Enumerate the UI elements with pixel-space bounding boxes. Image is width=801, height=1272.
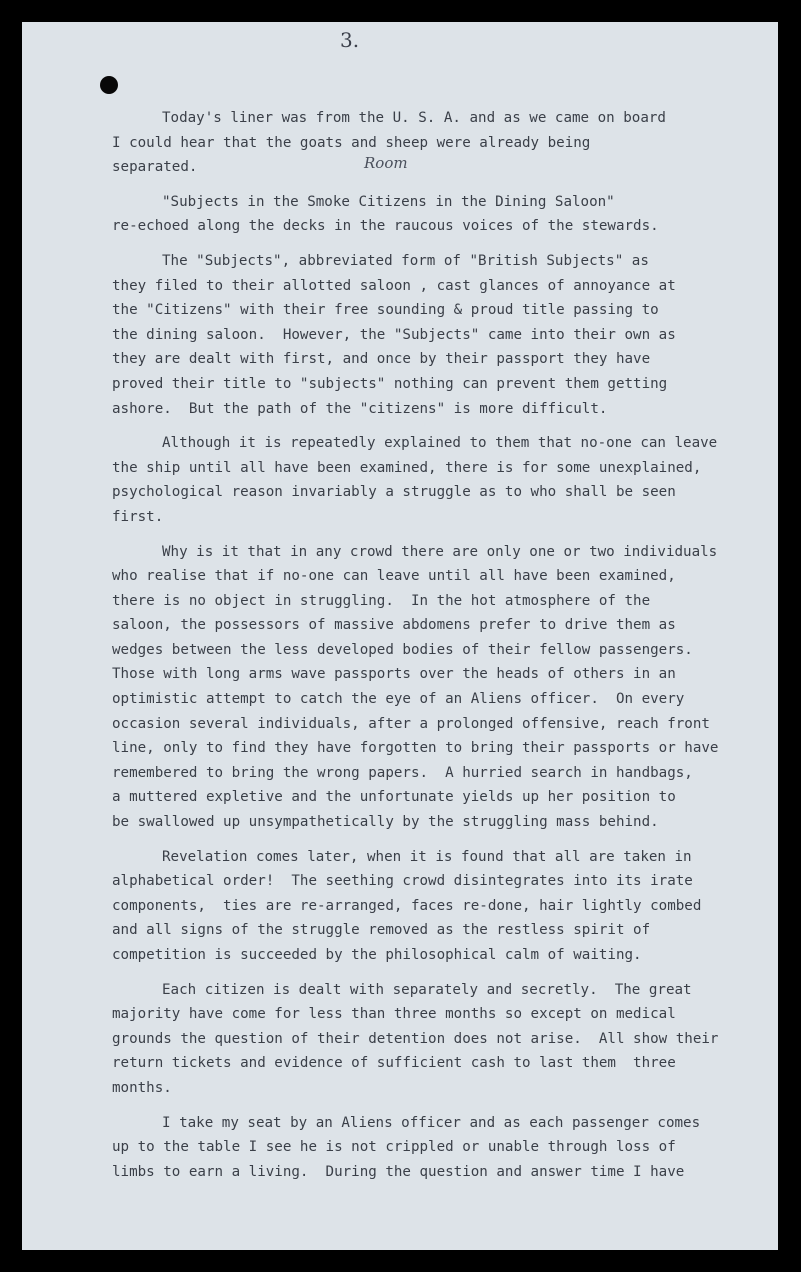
paragraph — [112, 431, 776, 529]
handwritten-annotation: Room — [364, 154, 408, 172]
text-line: be swallowed up unsympathetically by the struggling mass behind. — [112, 814, 659, 831]
paragraph — [112, 190, 776, 239]
text-line: months. — [112, 1079, 172, 1096]
text-line: first. — [112, 508, 164, 525]
text-line: there is no object in struggling. In the hot atmosphere of the — [112, 592, 651, 609]
paragraph — [112, 1111, 776, 1185]
paragraph — [112, 978, 776, 1101]
page-number: 3. — [340, 28, 360, 52]
text-line: grounds the question of their detention does not arise. All show their — [112, 1030, 719, 1047]
text-line: "Subjects in the Smoke Citizens in the Dining Saloon" — [162, 193, 615, 210]
document-page — [22, 22, 778, 1250]
text-line: I take my seat by an Aliens officer and as each passenger comes — [162, 1114, 701, 1131]
text-line: occasion several individuals, after a prolonged offensive, reach front — [112, 715, 710, 732]
text-line: they are dealt with first, and once by their passport they have — [112, 351, 651, 368]
text-line: optimistic attempt to catch the eye of an Aliens officer. On every — [112, 691, 685, 708]
text-line: saloon, the possessors of massive abdomens prefer to drive them as — [112, 617, 676, 634]
text-line: psychological reason invariably a struggle as to who shall be seen — [112, 484, 676, 501]
text-line: re-echoed along the decks in the raucous voices of the stewards. — [112, 218, 659, 235]
text-line: remembered to bring the wrong papers. A hurried search in handbags, — [112, 764, 693, 781]
text-line: return tickets and evidence of sufficient cash to last them three — [112, 1055, 676, 1072]
text-line: limbs to earn a living. During the question and answer time I have — [112, 1163, 685, 1180]
text-line: alphabetical order! The seething crowd disintegrates into its irate — [112, 873, 693, 890]
text-line: a muttered expletive and the unfortunate yields up her position to — [112, 789, 676, 806]
typescript-body — [112, 106, 776, 1194]
text-line: separated. — [112, 159, 198, 176]
text-line: Revelation comes later, when it is found that all are taken in — [162, 848, 692, 865]
punch-hole — [100, 76, 118, 94]
text-line: the dining saloon. However, the "Subjects" came into their own as — [112, 326, 676, 343]
text-line: wedges between the less developed bodies of their fellow passengers. — [112, 641, 693, 658]
text-line: majority have come for less than three months so except on medical — [112, 1006, 676, 1023]
text-line: Each citizen is dealt with separately and secretly. The great — [162, 981, 692, 998]
paragraph — [112, 106, 776, 180]
text-line: the "Citizens" with their free sounding & proud title passing to — [112, 302, 659, 319]
text-line: up to the table I see he is not crippled or unable through loss of — [112, 1139, 676, 1156]
text-line: Why is it that in any crowd there are only one or two individuals — [162, 543, 718, 560]
text-line: they filed to their allotted saloon , cast glances of annoyance at — [112, 277, 676, 294]
paragraph — [112, 845, 776, 968]
paragraph — [112, 249, 776, 421]
text-line: Although it is repeatedly explained to them that no-one can leave — [162, 435, 718, 452]
text-line: Today's liner was from the U. S. A. and as we came on board — [162, 110, 666, 126]
text-line: ashore. But the path of the "citizens" is more difficult. — [112, 400, 608, 417]
text-line: who realise that if no-one can leave until all have been examined, — [112, 568, 676, 585]
text-line: components, ties are re-arranged, faces re-done, hair lightly combed — [112, 897, 702, 914]
text-line: The "Subjects", abbreviated form of "British Subjects" as — [162, 252, 649, 269]
text-line: I could hear that the goats and sheep were already being — [112, 134, 591, 151]
text-line: line, only to find they have forgotten to bring their passports or have — [112, 740, 719, 757]
text-line: proved their title to "subjects" nothing can prevent them getting — [112, 375, 668, 392]
text-line: the ship until all have been examined, there is for some unexplained, — [112, 459, 702, 476]
text-line: and all signs of the struggle removed as the restless spirit of — [112, 922, 651, 939]
paragraph — [112, 540, 776, 835]
text-line: competition is succeeded by the philosophical calm of waiting. — [112, 947, 642, 963]
text-line: Those with long arms wave passports over the heads of others in an — [112, 666, 676, 683]
